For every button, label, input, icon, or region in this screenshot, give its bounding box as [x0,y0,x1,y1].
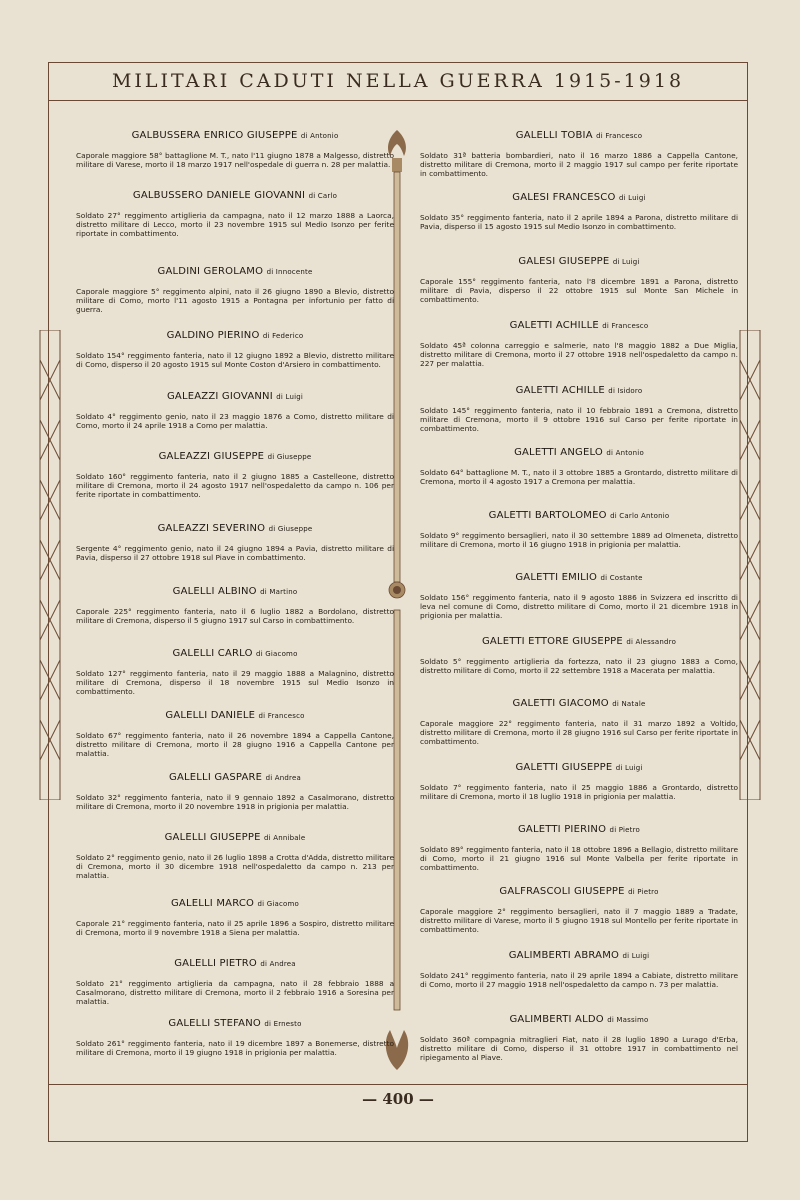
entry-text: Soldato 145° reggimento fanteria, nato il 10 febbraio 1891 a Cremona, distretto militare di Cremona, morto il 9 ottobre 1916 sul Carso per ferite riportate in combattimento. [420,406,738,433]
entry-name: GALELLI GIUSEPPE di Annibale [164,832,306,843]
entry-name: GALETTI ANGELO di Antonio [514,447,644,458]
entry [76,451,394,499]
entry [76,710,394,758]
entry-text: Soldato 4° reggimento genio, nato il 23 maggio 1876 a Como, distretto militare di Como, morto il 24 aprile 1918 a Como per malattia. [76,412,394,430]
entry-name: GALFRASCOLI GIUSEPPE di Pietro [499,886,659,897]
entry-text: Soldato 127° reggimento fanteria, nato il 29 maggio 1888 a Malagnino, distretto militare di Cremona, disperso il 18 novembre 1915 sul Medio Isonzo in combattimento. [76,669,394,696]
entry-name: GALELLI ALBINO di Martino [172,586,298,597]
entry [76,772,394,811]
entry-text: Soldato 89° reggimento fanteria, nato il 18 ottobre 1896 a Bellagio, distretto militare di Como, morto il 21 giugno 1916 sul Monte Valbella per ferite riportate in combattimento. [420,845,738,872]
entry-name: GALETTI EMILIO di Costante [515,572,643,583]
entry-text: Soldato 9° reggimento bersaglieri, nato il 30 settembre 1889 ad Olmeneta, distretto militare di Cremona, morto il 16 giugno 1918 in prigionia per malattia. [420,531,738,549]
entry-text: Soldato 27° reggimento artiglieria da campagna, nato il 12 marzo 1888 a Laorca, distretto militare di Lecco, morto il 23 novembre 1915 sul Medio Isonzo per ferite riportate in combattimento. [76,211,394,238]
entry-text: Soldato 35° reggimento fanteria, nato il 2 aprile 1894 a Parona, distretto militare di Pavia, disperso il 15 agosto 1915 sul Medio Isonzo in combattimento. [420,213,738,231]
entry-text: Soldato 21° reggimento artiglieria da campagna, nato il 28 febbraio 1888 a Casalmorano, distretto militare di Cremona, morto il 2 febbraio 1916 a Soresina per malattia. [76,979,394,1006]
entry [420,698,738,746]
entry-text: Soldato 67° reggimento fanteria, nato il 26 novembre 1894 a Cappella Cantone, distretto militare di Cremona, morto il 28 giugno 1916 a Cappella Cantone per malattia. [76,731,394,758]
entry-text: Caporale maggiore 2° reggimento bersaglieri, nato il 7 maggio 1889 a Tradate, distretto militare di Varese, morto il 5 giugno 1918 sul Montello per ferite riportate in combattimento. [420,907,738,934]
entry-name: GALELLI TOBIA di Francesco [515,130,643,141]
entry [420,886,738,934]
entry-text: Soldato 360ª compagnia mitraglieri Fiat, nato il 28 luglio 1890 a Lurago d'Erba, distretto militare di Como, disperso il 31 ottobre 1917 in combattimento nel ripiegamento al Piave. [420,1035,738,1062]
entry-name: GALEAZZI SEVERINO di Giuseppe [157,523,313,534]
entry [76,648,394,696]
entry-name: GALESI GIUSEPPE di Luigi [518,256,640,267]
entry-text: Soldato 5° reggimento artiglieria da fortezza, nato il 23 giugno 1883 a Como, distretto militare di Como, morto il 22 settembre 1918 a Macerata per malattia. [420,657,738,675]
entry-name: GALBUSSERO DANIELE GIOVANNI di Carlo [132,190,338,201]
entry-text: Soldato 64° battaglione M. T., nato il 3 ottobre 1885 a Grontardo, distretto militare di Cremona, morto il 4 agosto 1917 a Cremona per malattia. [420,468,738,486]
left-border-ornament [30,330,70,800]
entry [420,256,738,304]
entry-name: GALELLI CARLO di Giacomo [172,648,298,659]
entry-name: GALELLI PIETRO di Andrea [174,958,296,969]
entry [76,391,394,430]
entry [420,320,738,368]
entry-name: GALELLI GASPARE di Andrea [169,772,301,783]
entry-name: GALELLI DANIELE di Francesco [165,710,305,721]
entry-name: GALIMBERTI ABRAMO di Luigi [508,950,650,961]
entry-name: GALEAZZI GIUSEPPE di Giuseppe [158,451,312,462]
entry [76,586,394,625]
entry [76,1018,394,1057]
entry-text: Soldato 156° reggimento fanteria, nato il 9 agosto 1886 in Svizzera ed inscritto di leva nel comune di Como, distretto militare di Como, morto il 21 dicembre 1918 in prigionia per malattia. [420,593,738,620]
entry-name: GALETTI ACHILLE di Isidoro [515,385,643,396]
entry [420,447,738,486]
entry-text: Soldato 45ª colonna carreggio e salmerie, nato l'8 maggio 1882 a Due Miglia, distretto militare di Cremona, morto il 27 ottobre 1918 nell'ospedaletto da campo n. 227 per malattia. [420,341,738,368]
entry-name: GALEAZZI GIOVANNI di Luigi [166,391,304,402]
entry-name: GALETTI BARTOLOMEO di Carlo Antonio [488,510,670,521]
entry-text: Sergente 4° reggimento genio, nato il 24 giugno 1894 a Pavia, distretto militare di Pavia, disperso il 27 ottobre 1918 sul Piave in combattimento. [76,544,394,562]
entry-name: GALESI FRANCESCO di Luigi [512,192,646,203]
entry [76,523,394,562]
entry [420,130,738,178]
entry [420,762,738,801]
entry [76,832,394,880]
header-rule [48,100,748,101]
entry-text: Caporale 21° reggimento fanteria, nato il 25 aprile 1896 a Sospiro, distretto militare di Cremona, morto il 9 novembre 1918 a Siena per malattia. [76,919,394,937]
entry-name: GALDINO PIERINO di Federico [166,330,304,341]
entry-text: Soldato 160° reggimento fanteria, nato il 2 giugno 1885 a Castelleone, distretto militare di Cremona, morto il 24 agosto 1917 nell'ospedaletto da campo n. 106 per ferite riportate in combattimento. [76,472,394,499]
entry [420,572,738,620]
entry-name: GALELLI MARCO di Giacomo [170,898,300,909]
entry [76,898,394,937]
entry [420,192,738,231]
page-title: MILITARI CADUTI NELLA GUERRA 1915-1918 [111,70,685,92]
entry [420,1014,738,1062]
entry-text: Soldato 154° reggimento fanteria, nato il 12 giugno 1892 a Blevio, distretto militare di Como, disperso il 20 agosto 1915 sul Monte Coston d'Arsiero in combattimento. [76,351,394,369]
entry-name: GALETTI ACHILLE di Francesco [509,320,649,331]
entry-text: Soldato 261° reggimento fanteria, nato il 19 dicembre 1897 a Bonemerse, distretto militare di Cremona, morto il 19 giugno 1918 in prigionia per malattia. [76,1039,394,1057]
entry-text: Soldato 241° reggimento fanteria, nato il 29 aprile 1894 a Cabiate, distretto militare di Como, morto il 27 maggio 1918 nell'ospedaletto da campo n. 73 per malattia. [420,971,738,989]
entry-text: Caporale maggiore 58° battaglione M. T., nato l'11 giugno 1878 a Malgesso, distretto militare di Varese, morto il 18 marzo 1917 nell'ospedale di guerra n. 28 per malattia. [76,151,394,169]
entry-text: Soldato 31ª batteria bombardieri, nato il 16 marzo 1886 a Cappella Cantone, distretto militare di Cremona, morto il 2 maggio 1917 sul campo per ferite riportate in combattimento. [420,151,738,178]
entry-text: Caporale 155° reggimento fanteria, nato l'8 dicembre 1891 a Parona, distretto militare di Pavia, disperso il 22 ottobre 1915 sul Monte San Michele in combattimento. [420,277,738,304]
entry-name: GALETTI PIERINO di Pietro [517,824,641,835]
entry-name: GALIMBERTI ALDO di Massimo [509,1014,649,1025]
entry-text: Soldato 2° reggimento genio, nato il 26 luglio 1898 a Crotta d'Adda, distretto militare di Cremona, morto il 30 dicembre 1918 nell'ospedaletto da campo n. 213 per malattia. [76,853,394,880]
footer-rule [48,1084,748,1085]
entry [76,330,394,369]
entry [420,510,738,549]
entry [76,130,394,169]
entry [76,190,394,238]
entry-name: GALBUSSERA ENRICO GIUSEPPE di Antonio [131,130,339,141]
entry-text: Caporale 225° reggimento fanteria, nato il 6 luglio 1882 a Bordolano, distretto militare di Cremona, disperso il 5 giugno 1917 sul Carso in combattimento. [76,607,394,625]
entry-text: Soldato 7° reggimento fanteria, nato il 25 maggio 1886 a Grontardo, distretto militare di Cremona, morto il 18 luglio 1918 in prigionia per malattia. [420,783,738,801]
entry [420,385,738,433]
entry [420,824,738,872]
entry [420,950,738,989]
entry [76,266,394,314]
entry-name: GALETTI GIUSEPPE di Luigi [515,762,643,773]
entry-name: GALETTI GIACOMO di Natale [512,698,646,709]
entry-text: Soldato 32° reggimento fanteria, nato il 9 gennaio 1892 a Casalmorano, distretto militare di Cremona, morto il 20 novembre 1918 in prigionia per malattia. [76,793,394,811]
entry-text: Caporale maggiore 22° reggimento fanteria, nato il 31 marzo 1892 a Voltido, distretto militare di Cremona, morto il 28 giugno 1916 sul Carso per ferite riportate in combattimento. [420,719,738,746]
page-number: — 400 — [362,1090,434,1108]
entry-text: Caporale maggiore 5° reggimento alpini, nato il 26 giugno 1890 a Blevio, distretto militare di Como, morto l'11 agosto 1915 a Pontagna per infortunio per fatto di guerra. [76,287,394,314]
entry [76,958,394,1006]
entry [420,636,738,675]
entry-name: GALETTI ETTORE GIUSEPPE di Alessandro [481,636,677,647]
entry-name: GALDINI GEROLAMO di Innocente [157,266,313,277]
entry-name: GALELLI STEFANO di Ernesto [168,1018,302,1029]
